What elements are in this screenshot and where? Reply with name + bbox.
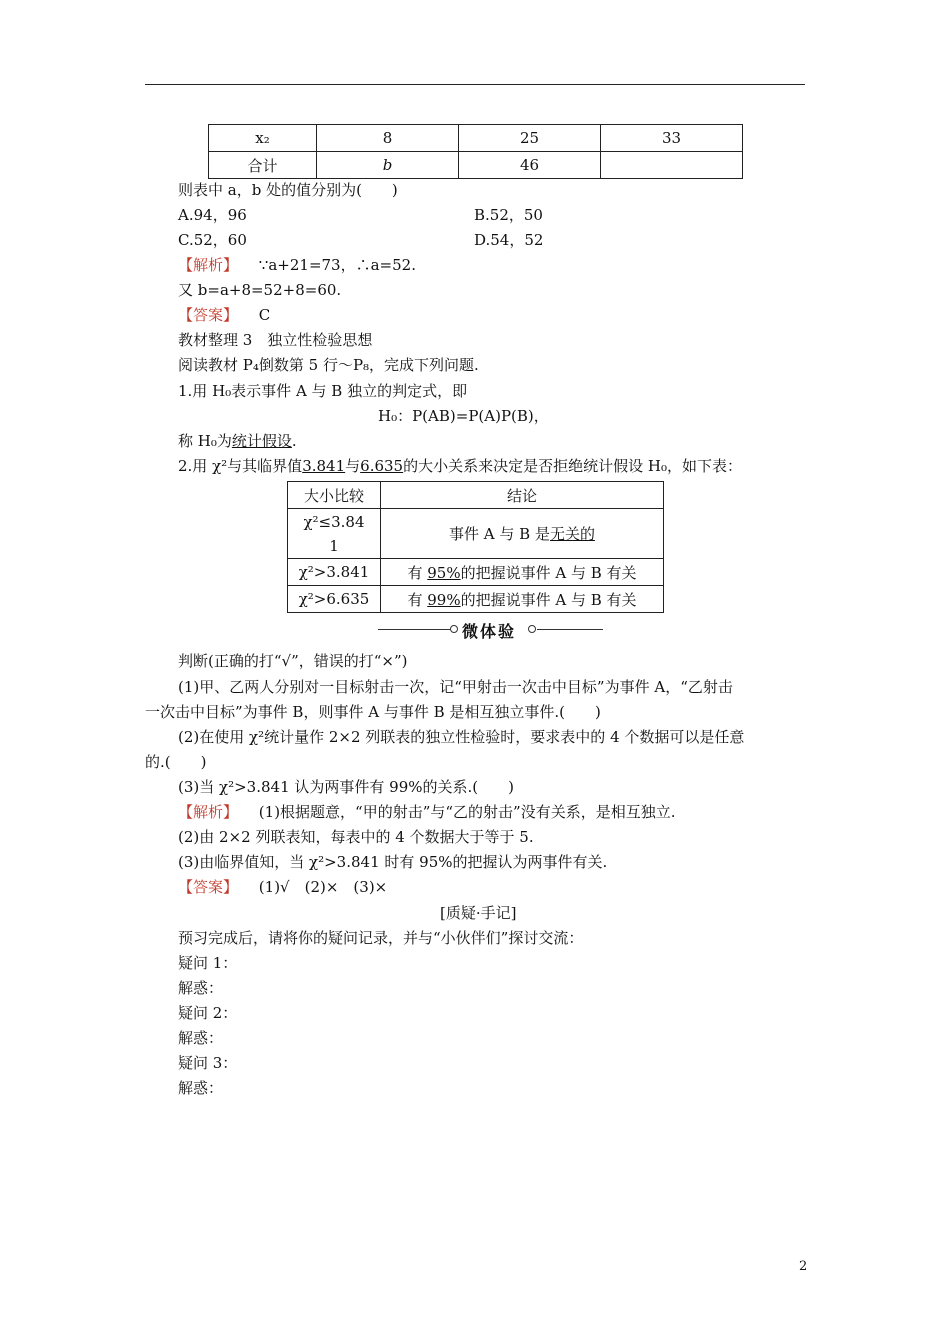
analysis-text: ∵a+21=73，∴a=52. xyxy=(258,256,416,274)
analysis-line xyxy=(178,254,416,275)
header-rule xyxy=(145,84,805,85)
table-cell: χ²>6.635 xyxy=(288,586,381,613)
notes-line: 疑问 3： xyxy=(178,1054,238,1072)
table-row xyxy=(288,586,664,613)
text: 有 xyxy=(407,563,428,582)
item-1: 1.用 H₀表示事件 A 与 B 独立的判定式，即 xyxy=(178,382,468,400)
text: 事件 A 与 B 是 xyxy=(449,525,550,543)
text: 的大小关系来决定是否拒绝统计假设 H₀，如下表： xyxy=(403,457,742,475)
underlined-term: 统计假设 xyxy=(231,432,292,450)
table-cell: b xyxy=(317,152,459,179)
table-cell: 合计 xyxy=(209,152,317,179)
underlined-term: 无关的 xyxy=(549,525,595,543)
table-header: 大小比较 xyxy=(288,482,381,509)
table-cell xyxy=(381,509,664,559)
table-cell xyxy=(381,586,664,613)
answer-text: (1)√ (2)× (3)× xyxy=(258,878,388,896)
answer-tag: 【答案】 xyxy=(178,306,239,324)
notes-line: 解惑： xyxy=(178,979,224,997)
banner-title: 微体验 xyxy=(462,622,517,641)
comparison-table xyxy=(287,481,664,613)
table-row xyxy=(288,559,664,586)
question-stem: 则表中 a，b 处的值分别为( ) xyxy=(178,181,398,199)
analysis-text-2: (2)由 2×2 列联表知，每表中的 4 个数据大于等于 5. xyxy=(178,828,534,846)
judge-intro: 判断(正确的打“√”，错误的打“×”) xyxy=(178,652,408,670)
answer-tag: 【答案】 xyxy=(178,878,239,896)
answer-line xyxy=(178,304,270,325)
text: . xyxy=(291,432,297,450)
table-cell xyxy=(288,509,381,559)
analysis-tag: 【解析】 xyxy=(178,803,239,821)
condition-text: 1 xyxy=(329,536,339,555)
judge-item-2: (2)在使用 χ²统计量作 2×2 列联表的独立性检验时，要求表中的 4 个数据可以是任意 xyxy=(178,728,745,746)
notes-intro: 预习完成后，请将你的疑问记录，并与“小伙伴们”探讨交流： xyxy=(178,929,584,947)
table-cell: 46 xyxy=(459,152,601,179)
option-c: C.52，60 xyxy=(178,231,247,249)
table-row xyxy=(209,125,743,152)
option-b: B.52，50 xyxy=(474,206,543,224)
analysis-tag: 【解析】 xyxy=(178,256,239,274)
notes-line: 疑问 1： xyxy=(178,954,238,972)
formula: H₀：P(AB)=P(A)P(B)， xyxy=(378,407,549,425)
table-cell: 25 xyxy=(459,125,601,152)
table-row xyxy=(209,152,743,179)
table-header-row xyxy=(288,482,664,509)
statistical-hypothesis-line xyxy=(178,430,297,451)
table-cell: x₂ xyxy=(209,125,317,152)
banner-left-rule xyxy=(378,629,450,630)
table-cell xyxy=(381,559,664,586)
page-number: 2 xyxy=(799,1259,808,1274)
banner-left-dot xyxy=(450,625,458,633)
section-title: 教材整理 3 独立性检验思想 xyxy=(178,331,373,349)
option-d: D.54，52 xyxy=(474,231,544,249)
notes-title: [质疑·手记] xyxy=(440,904,517,922)
underlined-term: 99% xyxy=(427,590,461,609)
judge-analysis-line xyxy=(178,801,676,822)
judge-answer-line xyxy=(178,876,387,897)
table-cell: χ²>3.841 xyxy=(288,559,381,586)
table-header: 结论 xyxy=(381,482,664,509)
analysis-text-2: 又 b=a+8=52+8=60. xyxy=(178,281,342,299)
option-a: A.94，96 xyxy=(178,206,247,224)
underlined-value: 3.841 xyxy=(302,457,346,475)
underlined-term: 95% xyxy=(427,563,461,582)
condition-text: χ²≤3.84 xyxy=(303,512,365,531)
underlined-value: 6.635 xyxy=(360,457,404,475)
notes-line: 疑问 2： xyxy=(178,1004,238,1022)
judge-item-3: (3)当 χ²>3.841 认为两事件有 99%的关系.( ) xyxy=(178,778,514,796)
text: 的把握说事件 A 与 B 有关 xyxy=(460,563,637,582)
notes-line: 解惑： xyxy=(178,1029,224,1047)
notes-line: 解惑： xyxy=(178,1079,224,1097)
banner-right-rule xyxy=(537,629,603,630)
text: 的把握说事件 A 与 B 有关 xyxy=(460,590,637,609)
contingency-table-fragment xyxy=(208,124,743,179)
text: 有 xyxy=(407,590,428,609)
judge-item-1: (1)甲、乙两人分别对一目标射击一次，记“甲射击一次击中目标”为事件 A，“乙射击 xyxy=(178,678,733,696)
reading-instruction: 阅读教材 P₄倒数第 5 行～P₈，完成下列问题. xyxy=(178,356,479,374)
text: 与 xyxy=(345,457,361,475)
table-cell: 33 xyxy=(601,125,743,152)
item-2 xyxy=(178,455,742,476)
analysis-text-3: (3)由临界值知，当 χ²>3.841 时有 95%的把握认为两事件有关. xyxy=(178,853,608,871)
text: 称 H₀为 xyxy=(178,432,232,450)
analysis-text: (1)根据题意，“甲的射击”与“乙的射击”没有关系，是相互独立. xyxy=(258,803,676,821)
text: 2.用 χ²与其临界值 xyxy=(178,457,303,475)
banner-right-dot xyxy=(528,625,536,633)
table-cell xyxy=(601,152,743,179)
judge-item-1-cont: 一次击中目标”为事件 B，则事件 A 与事件 B 是相互独立事件.( ) xyxy=(145,703,601,721)
judge-item-2-cont: 的.( ) xyxy=(145,753,207,771)
answer-text: C xyxy=(258,306,271,324)
table-row xyxy=(288,509,664,559)
table-cell: 8 xyxy=(317,125,459,152)
